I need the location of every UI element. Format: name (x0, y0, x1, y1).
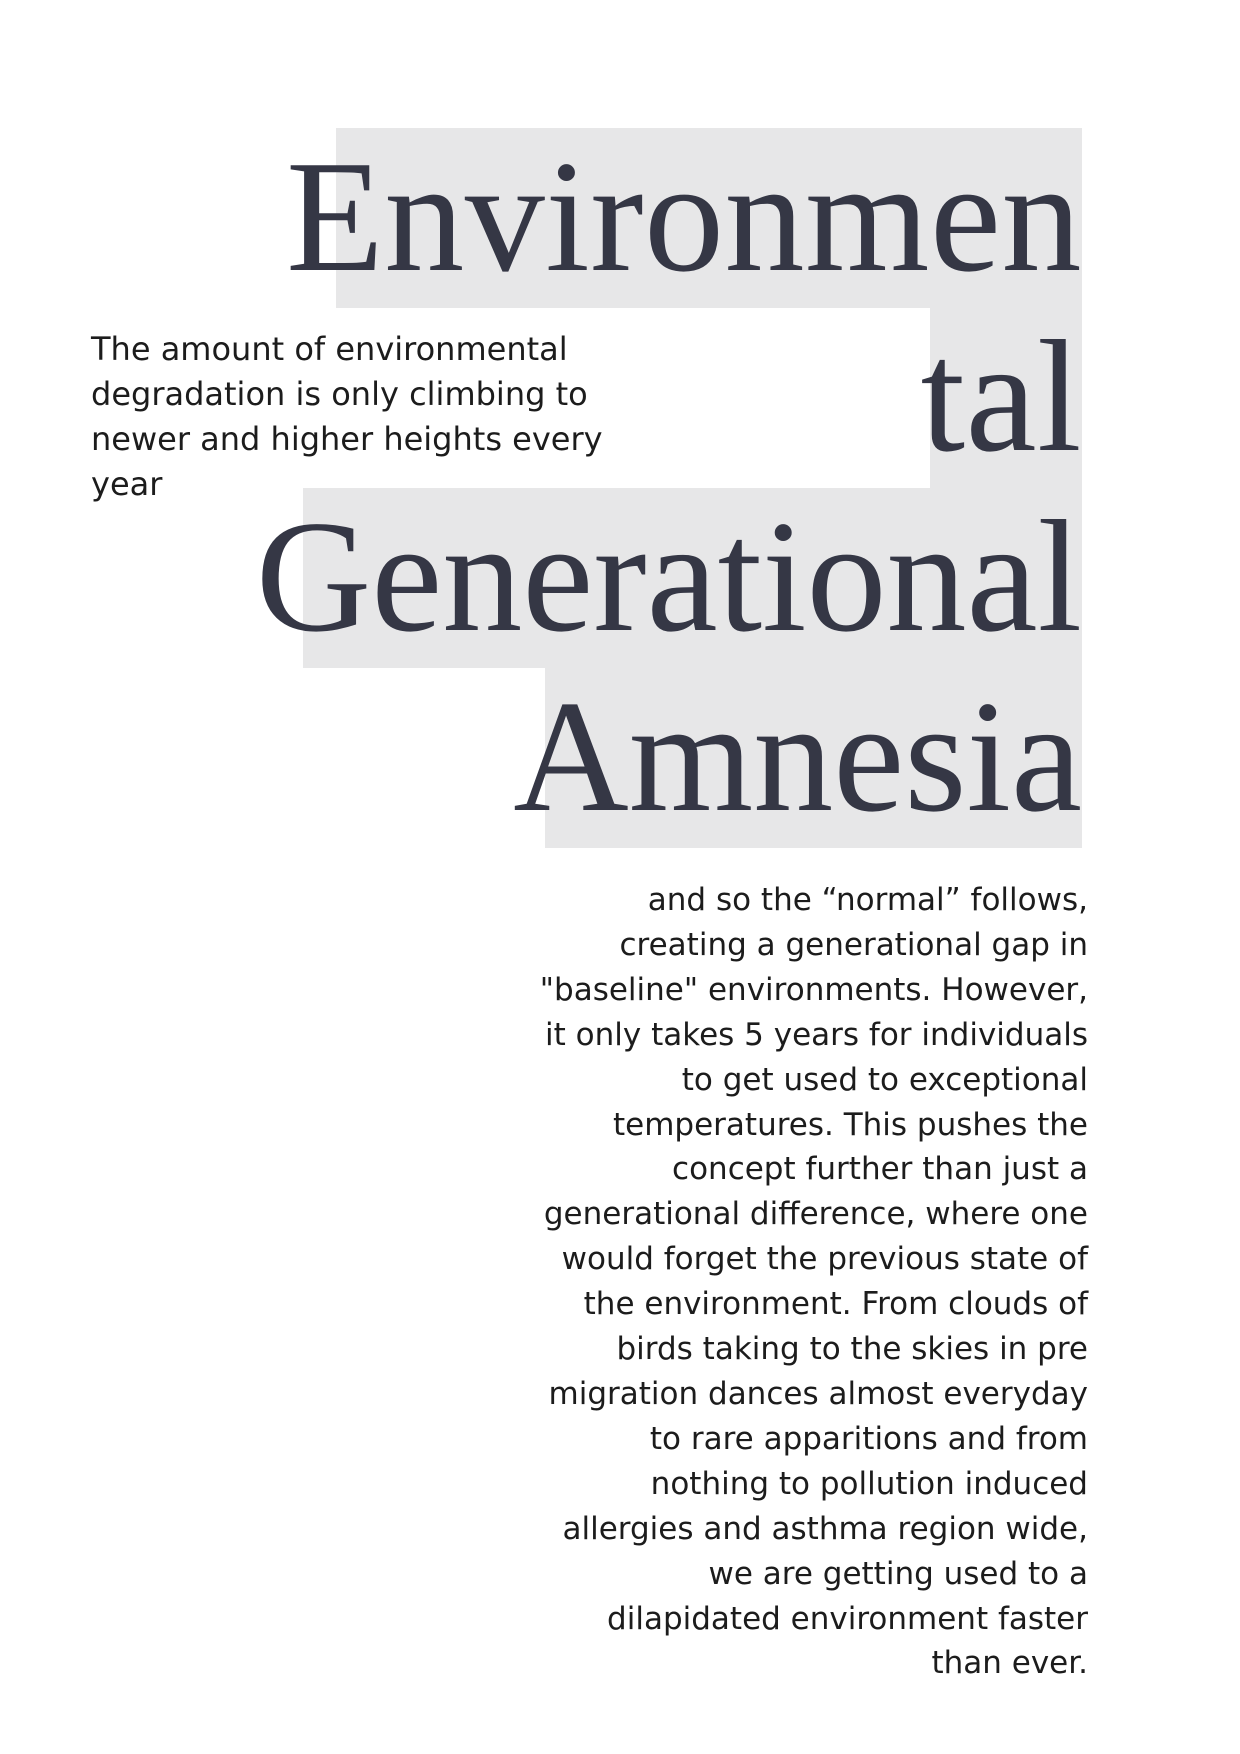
body-paragraph: and so the “normal” follows, creating a generational gap in "baseline" environments. However, it only takes 5 years for individuals to get used to exceptional temperatures. This pushes the concept further than just a generational difference, where one would forget the previous state of the environment. From clouds of birds taking to the skies in pre migration dances almost everyday to rare apparitions and from nothing to pollution induced allergies and asthma region wide, we are getting used to a dilapidated environment faster than ever. (539, 882, 1088, 1682)
title-line-3 (255, 487, 1082, 668)
title-line-2-text: tal (920, 307, 1082, 485)
title-line-4-text: Amnesia (513, 667, 1082, 845)
title-line-1-text: Environmen (286, 127, 1082, 305)
title-line-4 (513, 667, 1082, 848)
intro-paragraph: The amount of environmental degradation is only climbing to newer and higher heights every year (91, 330, 603, 503)
title-line-3-text: Generational (255, 487, 1082, 665)
title-line-2 (920, 307, 1082, 488)
title-line-1 (286, 127, 1082, 308)
